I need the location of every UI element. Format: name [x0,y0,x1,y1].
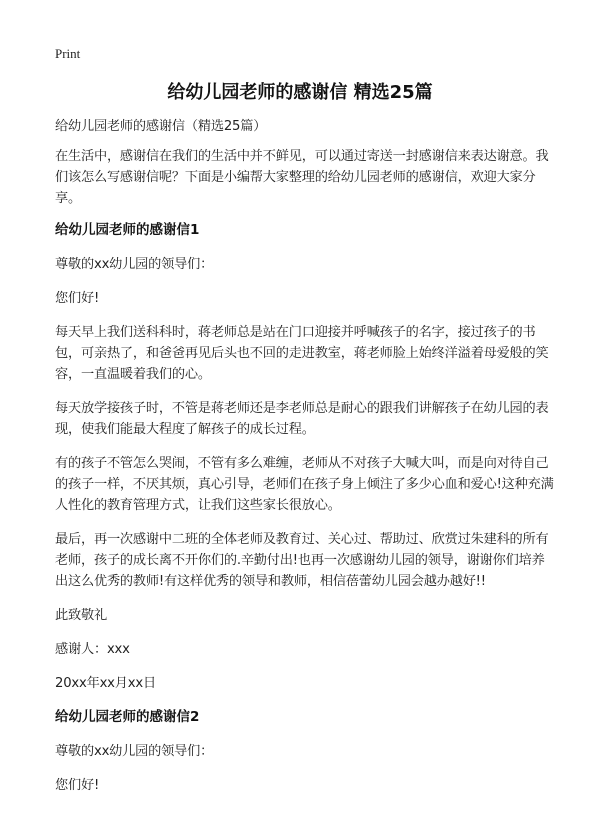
letter-1-signer: 感谢人：xxx [55,642,130,657]
letter-2-heading: 给幼儿园老师的感谢信2 [55,709,200,725]
letter-1-greeting: 您们好! [55,291,100,306]
intro-paragraph: 在生活中，感谢信在我们的生活中并不鲜见，可以通过寄送一封感谢信来表达谢意。我们该怎么写感谢信呢？下面是小编帮大家整理的给幼儿园老师的感谢信，欢迎大家分享。 [55,149,549,206]
document-title: 给幼儿园老师的感谢信 精选25篇 [167,82,433,103]
letter-2-greeting: 您们好! [55,778,100,793]
letter-2 [55,707,555,796]
document-subtitle: 给幼儿园老师的感谢信（精选25篇） [55,119,267,134]
letter-1 [55,220,555,694]
letter-2-salutation: 尊敬的xx幼儿园的领导们： [55,744,214,759]
print-label: Print [55,46,81,61]
letter-1-paragraph: 每天早上我们送科科时，蒋老师总是站在门口迎接并呼喊孩子的名字，接过孩子的书包，可亲热了，和爸爸再见后头也不回的走进教室，蒋老师脸上始终洋溢着母爱般的笑容，一直温暖着我们的心。 [55,325,549,382]
letter-1-salutation: 尊敬的xx幼儿园的领导们： [55,257,214,272]
document-body [55,116,555,809]
letter-1-heading: 给幼儿园老师的感谢信1 [55,222,200,238]
letter-1-paragraph: 有的孩子不管怎么哭闹，不管有多么难缠，老师从不对孩子大喊大叫，而是向对待自己的孩子一样，不厌其烦，真心引导，老师们在孩子身上倾注了多少心血和爱心!这种充满人性化的教育管理方式，让我们这些家长很放心。 [55,456,554,513]
letter-1-date: 20xx年xx月xx日 [55,676,156,691]
letter-1-paragraph: 最后，再一次感谢中二班的全体老师及教育过、关心过、帮助过、欣赏过朱建科的所有老师，孩子的成长离不开你们的.辛勤付出!也再一次感谢幼儿园的领导，谢谢你们培养出这么优秀的教师!有这样优秀的领导和教师，相信蓓蕾幼儿园会越办越好!! [55,532,549,589]
letter-1-paragraph: 每天放学接孩子时，不管是蒋老师还是李老师总是耐心的跟我们讲解孩子在幼儿园的表现，使我们能最大程度了解孩子的成长过程。 [55,401,549,437]
letter-1-closing: 此致敬礼 [55,608,107,623]
